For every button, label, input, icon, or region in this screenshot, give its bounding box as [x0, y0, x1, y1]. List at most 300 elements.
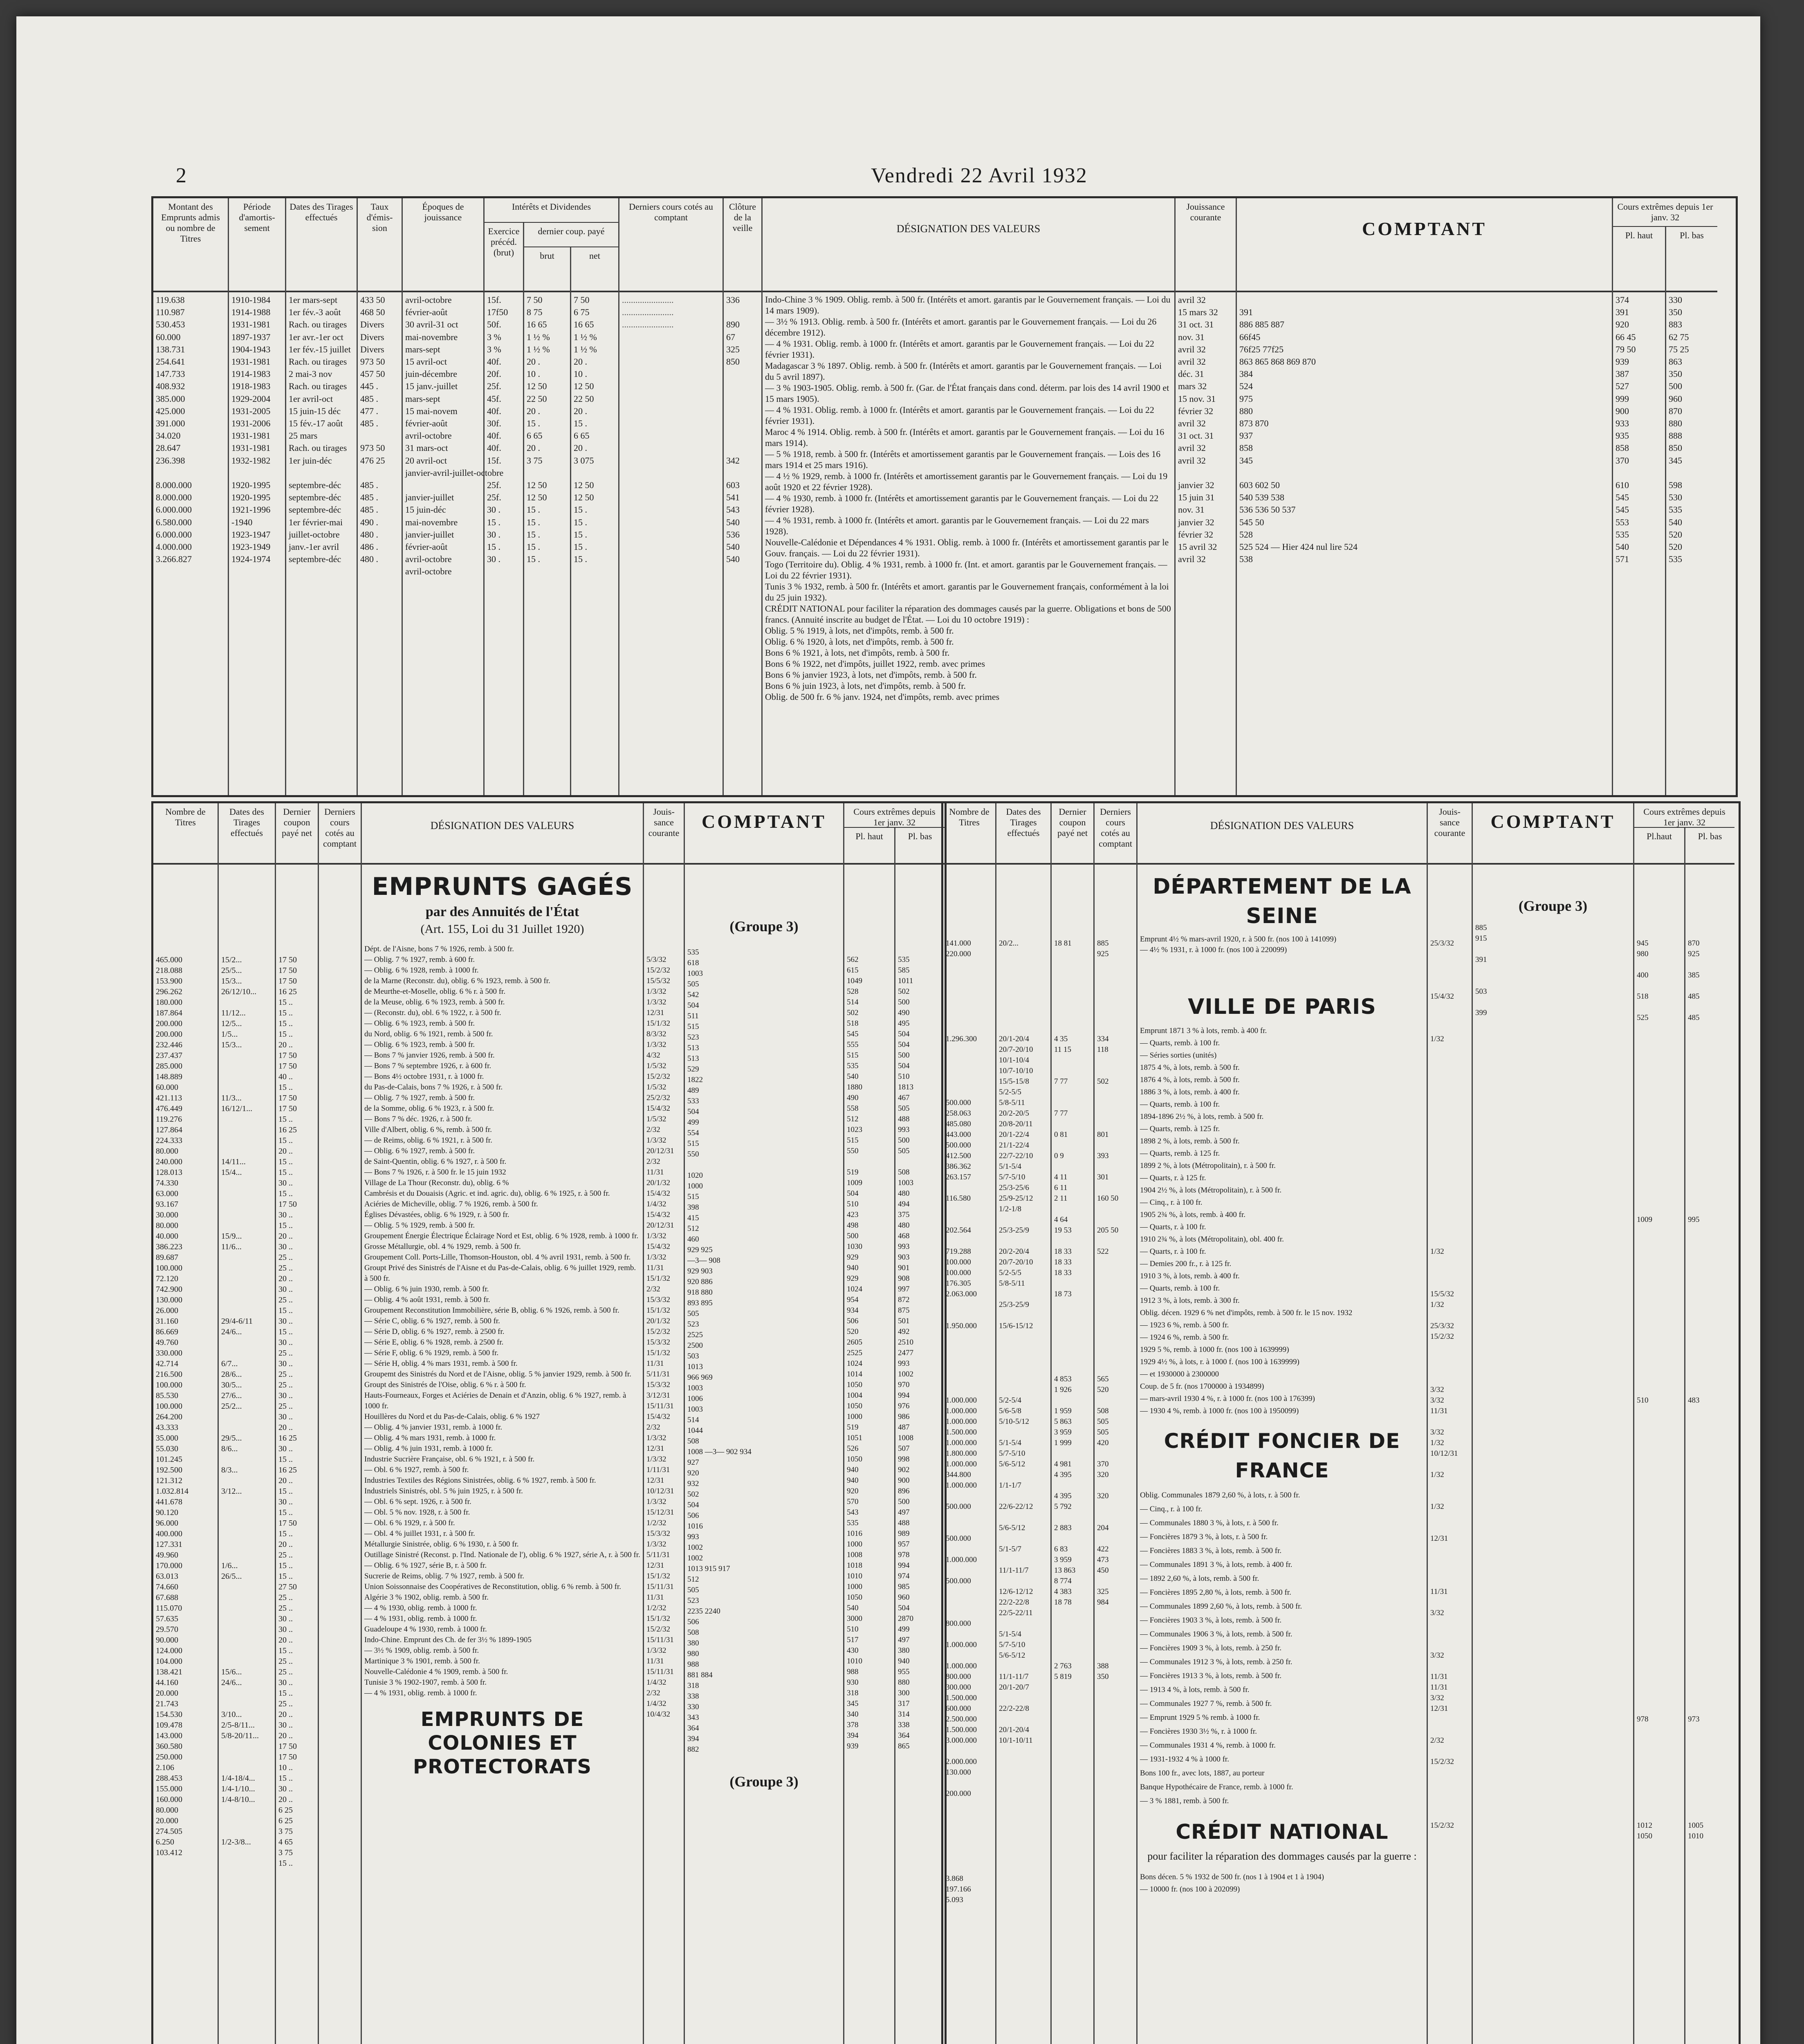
cell	[946, 1842, 993, 1852]
cell: 1010	[847, 1657, 862, 1665]
cell: 1008 —3— 902 934	[687, 1448, 752, 1456]
cell: 890	[726, 319, 740, 330]
cell	[946, 959, 993, 970]
cell: 15 mai-novem	[405, 406, 458, 416]
cell: 918 880	[687, 1288, 713, 1297]
cell: 1910 3 %, à lots, remb. à 400 fr.	[1140, 1272, 1240, 1280]
cell	[1430, 1044, 1469, 1055]
cell	[1637, 1385, 1682, 1395]
cell: Bons décen. 5 % 1932 de 500 fr. (nos 1 à 1904 et 1 à 1904)	[1140, 1873, 1324, 1881]
cell: 545	[1616, 492, 1629, 503]
cell	[1430, 1523, 1469, 1533]
cell: 5/2-5/5	[999, 1088, 1021, 1096]
cell: 350	[1097, 1672, 1109, 1681]
cell: 20 .	[527, 406, 540, 416]
top-quotation-table	[151, 196, 1738, 797]
cell: Rach. ou tirages	[289, 319, 347, 330]
cell: 415	[687, 1214, 699, 1222]
cell: 503	[687, 1352, 699, 1360]
cell: 858	[1239, 443, 1253, 453]
cell	[847, 1156, 892, 1167]
cell: 5/6-5/8	[999, 1407, 1021, 1415]
cell: 364	[687, 1724, 699, 1732]
cell: 57.635	[156, 1614, 178, 1623]
cell	[1475, 1677, 1631, 1688]
cell: avril 32	[1178, 443, 1206, 453]
cell: 1.500.000	[946, 1694, 977, 1702]
cell	[1637, 1767, 1682, 1778]
cell: 258.063	[946, 1109, 971, 1118]
cell: 12/31	[1430, 1704, 1448, 1713]
cell	[221, 1826, 272, 1837]
cell: 11/3...	[221, 1094, 242, 1103]
cell: 1929 5 %, remb. à 1000 fr. (nos 100 à 1639999)	[1140, 1345, 1289, 1354]
cell: Industries Textiles des Régions Sinistrées, oblig. 6 % 1927, remb. à 500 fr.	[364, 1476, 596, 1485]
cell: 966 969	[687, 1373, 713, 1382]
cell: 80.000	[156, 1147, 178, 1156]
cell: mars-sept	[405, 393, 440, 404]
cell	[1430, 1725, 1469, 1735]
cell: 412.500	[946, 1152, 971, 1160]
cell: 603	[726, 480, 740, 491]
cell	[946, 1342, 993, 1353]
cell	[1475, 1752, 1631, 1762]
cell	[1688, 1140, 1732, 1151]
cell	[1054, 1618, 1091, 1629]
cell: 25/5...	[221, 966, 242, 975]
cell: 3/32	[1430, 1385, 1444, 1394]
cell	[1430, 1161, 1469, 1172]
cell: 1023	[847, 1125, 862, 1134]
cell	[1097, 981, 1134, 991]
cell: nov. 31	[1178, 332, 1205, 342]
cell: 16 25	[278, 1466, 297, 1475]
cell: 74.660	[156, 1582, 178, 1591]
cell: 1/3/32	[646, 1136, 666, 1145]
cell: 25/9-25/12	[999, 1194, 1033, 1203]
cell: 12 50	[527, 480, 547, 491]
cell: 973 50	[360, 356, 385, 367]
col-comptant: COMPTANT 391 886 885 887 66f45 76f25 77f25 863 865 868 869 870 384 524 975 880 873 870 937 858 345 603 602 50 540 539 538 536 536 50 537 545 50 528 525 524 — Hier 424 nul lire 524 538	[1237, 198, 1613, 795]
cell	[999, 1342, 1048, 1353]
cell: 22/7-22/10	[999, 1152, 1033, 1160]
cell: 10/4/32	[646, 1710, 671, 1719]
cell: 984	[1097, 1598, 1109, 1607]
cell: 515	[687, 1192, 699, 1201]
cell: 15/6...	[221, 1667, 242, 1676]
cell	[1688, 1183, 1732, 1193]
cell: 473	[1097, 1555, 1109, 1564]
cell	[289, 467, 354, 479]
cell	[999, 981, 1048, 991]
cell	[221, 1518, 272, 1529]
cell: 141.000	[946, 939, 971, 948]
cell: 30 ..	[278, 1285, 293, 1294]
cell	[1637, 1268, 1682, 1278]
cell	[1097, 1108, 1134, 1119]
cell: 545 50	[1239, 517, 1264, 527]
cell: 562	[847, 955, 859, 964]
cell	[1688, 1385, 1732, 1395]
cell	[1430, 959, 1469, 970]
cell: 3/10...	[221, 1710, 242, 1719]
cell	[1475, 1497, 1631, 1507]
cell: 2870	[898, 1614, 913, 1623]
cell	[221, 1125, 272, 1135]
cell: — Quarts, r. à 125 fr.	[1140, 1174, 1206, 1182]
cell: 485 .	[360, 418, 378, 429]
cell: 314	[898, 1710, 910, 1719]
cell: 4 64	[1054, 1215, 1068, 1224]
cell	[999, 1810, 1048, 1820]
cell: 1011	[898, 977, 913, 985]
cell: 492	[898, 1327, 910, 1336]
cell: 250.000	[156, 1753, 182, 1762]
cell	[726, 405, 759, 417]
cell: 500	[898, 998, 910, 1006]
cell	[1475, 997, 1631, 1008]
cell: 1920-1995	[231, 492, 271, 503]
cell	[1637, 1342, 1682, 1353]
cell: Groupement Énergie Électrique Éclairage Nord et Est, oblig. 6 % 1928, remb. à 1000 fr.	[364, 1232, 639, 1240]
cell: 20 .	[527, 356, 540, 367]
cell: 79 50	[1616, 344, 1636, 354]
cell: 12/31	[646, 1476, 664, 1485]
cell	[1430, 1555, 1469, 1565]
cell: 1929-2004	[231, 393, 271, 404]
cell	[946, 1353, 993, 1363]
cell: 1/3/32	[646, 1040, 666, 1049]
cell	[1097, 1640, 1134, 1650]
cell	[1637, 1810, 1682, 1820]
cell: 15 juin-déc	[405, 504, 446, 515]
cell: 30 ..	[278, 1179, 293, 1188]
cell: 888	[1669, 430, 1682, 441]
cell: 20 ..	[278, 1710, 293, 1719]
cell	[1430, 1661, 1469, 1672]
cell: 903	[898, 1253, 910, 1262]
cell: 101.245	[156, 1455, 182, 1464]
cell: 500.000	[946, 1502, 971, 1511]
cell: 2/32	[646, 1157, 660, 1166]
cell: 1012	[1637, 1821, 1652, 1830]
cell	[1097, 1448, 1134, 1459]
cell: 550	[847, 1147, 859, 1155]
cell: Emprunt 4½ % mars-avril 1920, r. à 500 fr. (nos 100 à 141099)	[1140, 935, 1337, 944]
cell	[1430, 1597, 1469, 1608]
cell: 1/5/32	[646, 1115, 666, 1123]
cell: 940	[847, 1466, 859, 1474]
cell: 15/4/32	[646, 1210, 671, 1219]
cell: 30 ..	[278, 1242, 293, 1251]
cell	[1688, 1459, 1732, 1470]
cell	[946, 1066, 993, 1076]
cell: du Nord, oblig. 6 % 1921, remb. à 500 fr.	[364, 1030, 493, 1038]
cell: 1929 4½ %, à lots, r. à 1000 f. (nos 100 à 1639999)	[1140, 1358, 1299, 1366]
cell: juin-décembre	[405, 369, 458, 379]
cell: 80.000	[156, 1221, 178, 1230]
cell: 187.864	[156, 1009, 182, 1018]
cell: 325	[726, 344, 740, 354]
cell	[1054, 1725, 1091, 1735]
cell: 528	[1239, 529, 1253, 540]
cell: 12/31	[1430, 1534, 1448, 1543]
cell: 12 50	[574, 492, 594, 503]
cell: 103.412	[156, 1848, 182, 1857]
cell	[1054, 1480, 1091, 1491]
cell: 1/5...	[221, 1030, 238, 1039]
cell: 12 50	[527, 381, 547, 392]
cell	[999, 1002, 1048, 1013]
cell	[1097, 1055, 1134, 1066]
cell	[1475, 1327, 1631, 1337]
cell: 865	[898, 1742, 910, 1750]
cell	[1688, 959, 1732, 970]
cell	[1637, 1640, 1682, 1650]
cell: 5/8-20/11...	[221, 1731, 259, 1740]
cell: 200.000	[156, 1019, 182, 1028]
cell: 1/5/32	[646, 1083, 666, 1091]
cell	[1430, 1055, 1469, 1066]
section-paris-title: VILLE DE PARIS	[1188, 995, 1376, 1019]
cell: 26/12/10...	[221, 987, 257, 996]
cell	[1097, 1746, 1134, 1757]
cell: février 32	[1178, 406, 1214, 416]
cell: — 1924 6 %, remb. à 500 fr.	[1140, 1333, 1229, 1342]
cell	[999, 1470, 1048, 1480]
cell	[1475, 1018, 1631, 1029]
cell: 1/3/32	[646, 987, 666, 996]
cell: 5/1-5/4	[999, 1630, 1021, 1638]
cell: 20/1/32	[646, 1317, 671, 1325]
cell	[1688, 1746, 1732, 1757]
cell	[1475, 1071, 1631, 1082]
cell	[1097, 1002, 1134, 1013]
cell: 3 959	[1054, 1428, 1072, 1437]
cell: 978	[898, 1551, 910, 1559]
cell	[1054, 1321, 1091, 1331]
cell	[1475, 1114, 1631, 1125]
cell: 1897-1937	[231, 332, 271, 342]
cell: 45f.	[487, 393, 501, 404]
cell	[946, 1310, 993, 1321]
cell	[1430, 1778, 1469, 1788]
cell: 325	[1097, 1587, 1109, 1596]
cell: 523	[687, 1596, 699, 1605]
cell: 1er avril-oct	[289, 393, 333, 404]
cell	[1097, 1353, 1134, 1363]
cell: 154.530	[156, 1710, 182, 1719]
cell	[999, 1693, 1048, 1703]
cell: 6 25	[278, 1806, 293, 1815]
cell	[1475, 1295, 1631, 1305]
cell	[1475, 1401, 1631, 1412]
cell	[1637, 1544, 1682, 1555]
cell	[1054, 991, 1091, 1002]
cell: 543	[847, 1508, 859, 1517]
cell	[1475, 1125, 1631, 1135]
cell: 1924-1974	[231, 554, 271, 565]
cell	[946, 1852, 993, 1863]
cell	[1688, 1544, 1732, 1555]
cell	[1616, 467, 1663, 479]
cell: 485 .	[360, 504, 378, 515]
cell: 25 ..	[278, 1381, 293, 1390]
cell: 504	[847, 1189, 859, 1198]
cell: 15f.	[487, 295, 501, 305]
cell: 1.296.300	[946, 1035, 977, 1043]
cell	[1475, 1156, 1631, 1167]
cell: 2.000.000	[946, 1757, 977, 1766]
cell	[221, 1635, 272, 1645]
cell	[1637, 1661, 1682, 1672]
cell: 15 .	[574, 504, 587, 515]
cell: 1921-1996	[231, 504, 271, 515]
cell	[1430, 1215, 1469, 1225]
cell: 18 33	[1054, 1258, 1072, 1266]
cell: 391	[1239, 307, 1253, 318]
cell: 15 .	[574, 542, 587, 552]
cell: 388	[1097, 1662, 1109, 1670]
cell	[1475, 1167, 1631, 1178]
cell: 15 .	[574, 529, 587, 540]
cell	[1475, 965, 1631, 976]
cell: 364	[898, 1731, 910, 1740]
cell	[221, 1805, 272, 1815]
cell	[1239, 294, 1609, 306]
cell	[1054, 1023, 1091, 1034]
cell	[1430, 1788, 1469, 1799]
cell: 317	[898, 1699, 910, 1708]
cell	[1054, 1512, 1091, 1523]
cell: 510	[847, 1200, 859, 1208]
cell: Industriels Sinistrés, obl. 5 % juin 1925, r. à 500 fr.	[364, 1487, 523, 1495]
cell	[1097, 991, 1134, 1002]
cell: Bons 6 % janvier 1923, à lots, net d'impôts, remb. à 500 fr.	[765, 670, 977, 680]
cell	[946, 981, 993, 991]
cell: 2477	[898, 1349, 913, 1357]
cell: 485 .	[360, 480, 378, 491]
cell	[1430, 1310, 1469, 1321]
cell: avril 32	[1178, 356, 1206, 367]
cell	[1637, 1151, 1682, 1161]
cell: — Communales 1880 3 %, à lots, r. à 500 fr.	[1140, 1519, 1279, 1527]
cell	[1430, 1236, 1469, 1246]
cell	[1688, 1406, 1732, 1416]
cell	[1475, 1635, 1631, 1645]
cell: 8/3...	[221, 1466, 238, 1475]
cell: de la Somme, oblig. 6 % 1923, r. à 500 fr.	[364, 1104, 494, 1113]
cell: 30 ..	[278, 1614, 293, 1623]
cell: 1er juin-déc	[289, 455, 332, 466]
cell: Oblig. 6 % 1920, à lots, net d'impôts, remb. à 500 fr.	[765, 637, 954, 647]
cell: 1894-1896 2½ %, à lots, remb. à 500 fr.	[1140, 1112, 1264, 1121]
cell: 506	[687, 1618, 699, 1626]
cell: 26.000	[156, 1306, 178, 1315]
cell	[999, 1331, 1048, 1342]
cell	[1475, 1571, 1631, 1582]
cell	[1475, 1337, 1631, 1348]
cell: 1er fév.-3 août	[289, 307, 341, 318]
cell: Banque Hypothécaire de France, remb. à 1000 fr.	[1140, 1783, 1293, 1791]
cell: 1/32	[1430, 1035, 1444, 1043]
cell	[999, 1236, 1048, 1246]
cell: Oblig. Communales 1879 2,60 %, à lots, r. à 500 fr.	[1140, 1491, 1300, 1499]
cell: 100.000	[946, 1258, 971, 1266]
cell	[999, 1023, 1048, 1034]
cell	[221, 1592, 272, 1603]
cell	[1097, 970, 1134, 981]
cell: 20 ..	[278, 1731, 293, 1740]
cell	[999, 1746, 1048, 1757]
cell	[221, 1497, 272, 1507]
cell: — 4 % 1930, oblig. remb. à 1000 fr.	[364, 1604, 477, 1612]
cell	[221, 1263, 272, 1273]
cell: 147.733	[156, 369, 185, 379]
cell: 880	[1669, 418, 1682, 429]
cell	[1475, 1358, 1631, 1369]
cell	[1054, 1746, 1091, 1757]
cell	[1430, 1416, 1469, 1427]
cell: 10/12/31	[646, 1487, 674, 1495]
cell: 1.000.000	[946, 1407, 977, 1415]
cell: — 1931-1932 4 % à 1000 fr.	[1140, 1755, 1229, 1764]
cell: 520	[1097, 1385, 1109, 1394]
cell	[946, 1002, 993, 1013]
cell: 1003	[687, 1405, 703, 1414]
cell: Oblig. 5 % 1919, à lots, net d'impôts, remb. à 500 fr.	[765, 625, 954, 636]
cell: 1er mars-sept	[289, 295, 338, 305]
cell	[221, 1061, 272, 1071]
cell: 530.453	[156, 319, 185, 330]
cell: 538	[1239, 554, 1253, 565]
cell: 334	[1097, 1035, 1109, 1043]
cell: 15 ..	[278, 1030, 293, 1039]
cell: 476 25	[360, 455, 385, 466]
cell	[999, 959, 1048, 970]
cell: — 1913 4 %, à lots, remb. à 500 fr.	[1140, 1685, 1250, 1694]
cell	[1097, 1767, 1134, 1778]
cell	[1688, 1363, 1732, 1374]
cell: 5/7-5/10	[999, 1641, 1025, 1649]
cell: 550	[687, 1150, 699, 1159]
cell	[999, 1767, 1048, 1778]
cell: 320	[1097, 1470, 1109, 1479]
cell: 386.223	[156, 1242, 182, 1251]
cell: 15 ..	[278, 1168, 293, 1177]
cell	[946, 1597, 993, 1608]
cell: 15f.	[487, 455, 501, 466]
cell: — 4 % 1931, oblig. remb. à 1000 fr.	[364, 1689, 477, 1697]
cell: 2510	[898, 1338, 913, 1347]
cell	[1688, 1066, 1732, 1076]
cell	[1430, 1172, 1469, 1183]
cell: 1876 4 %, à lots, remb. à 500 fr.	[1140, 1076, 1240, 1084]
cell: 535	[1669, 554, 1682, 565]
cell: 422	[1097, 1545, 1109, 1553]
cell	[946, 1236, 993, 1246]
cell: 939	[1616, 356, 1629, 367]
cell	[1637, 1778, 1682, 1788]
cell: 3/32	[1430, 1694, 1444, 1702]
cell	[1475, 1603, 1631, 1614]
cell: Indo-Chine. Emprunt des Ch. de fer 3½ % 1899-1905	[364, 1636, 532, 1644]
cell: 236.398	[156, 455, 185, 466]
cell	[1688, 1034, 1732, 1044]
cell	[999, 1310, 1048, 1321]
cell: 15/2/32	[1430, 1821, 1454, 1830]
cell	[1097, 1183, 1134, 1193]
